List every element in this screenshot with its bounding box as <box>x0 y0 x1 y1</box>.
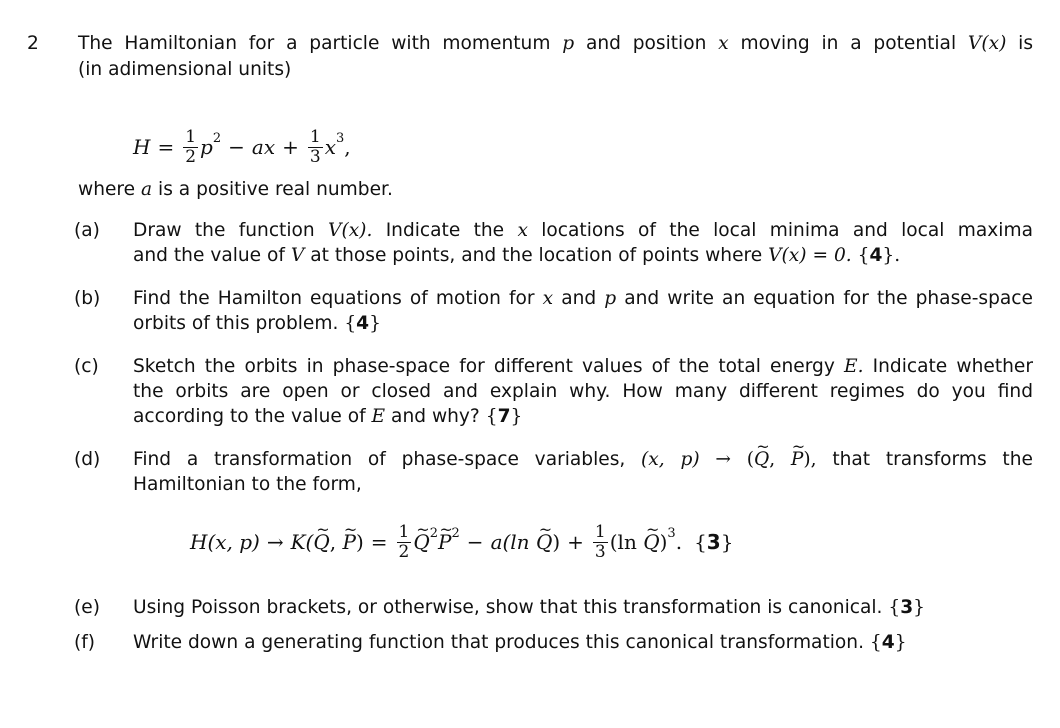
part-d-t3: Hamiltonian to the form, <box>133 474 362 495</box>
part-d-marks-close: } <box>720 529 734 554</box>
eq2-comma: , <box>329 529 337 554</box>
eq2-P2-exp: 2 <box>451 525 460 541</box>
eq2-Q4: ~ Q <box>643 530 659 555</box>
part-a-marks: 4 <box>869 245 883 266</box>
part-f-label: (f) <box>74 632 96 653</box>
eq2-minus: − <box>466 529 484 554</box>
hamiltonian-equation <box>133 122 351 172</box>
part-d-t1: Find a transformation of phase-space variables, <box>133 449 626 470</box>
part-b-t4: orbits of this problem. <box>133 313 339 334</box>
part-d-marks-open: { <box>694 529 707 554</box>
part-b-marks-close: } <box>369 313 381 334</box>
part-e-text <box>133 595 1033 620</box>
eq2-frac1-den: 2 <box>398 541 410 562</box>
where-line <box>78 177 1033 202</box>
eq2-P2: ~ P <box>438 530 451 555</box>
eq2-equals: = <box>370 529 388 554</box>
eq2-P: ~ P <box>342 530 355 555</box>
part-a-marks-open: { <box>857 245 870 266</box>
eq2-ln-open: (ln <box>609 529 637 554</box>
part-b-t2: and <box>561 288 597 309</box>
part-d-label: (d) <box>74 449 101 470</box>
math-p: p <box>562 33 575 54</box>
part-d-Q: ~ Q <box>754 447 769 472</box>
eq1-plus: + <box>282 134 299 159</box>
part-f-text <box>133 630 1033 655</box>
part-b-t1: Find the Hamilton equations of motion for <box>133 288 535 309</box>
math-a: a <box>141 179 153 200</box>
eq2-frac-half <box>397 523 412 562</box>
part-d-marks: 3 <box>706 529 721 554</box>
intro-text-3: moving in a potential <box>740 33 957 54</box>
eq1-frac1-num: 1 <box>185 126 197 147</box>
part-d-text <box>133 447 1033 497</box>
part-e-marks-open: { <box>888 597 901 618</box>
intro-text-4: is <box>1018 33 1034 54</box>
where-text-1: where <box>78 179 136 200</box>
part-a-text <box>133 218 1033 268</box>
part-e-t1: Using Poisson brackets, or otherwise, show that this transformation is canonical. <box>133 597 883 618</box>
eq1-lhs: H <box>133 134 151 159</box>
eq2-close: ) <box>355 529 364 554</box>
part-b-p: p <box>604 288 617 309</box>
part-a-x: x <box>517 220 528 241</box>
intro-text-2: and position <box>585 33 707 54</box>
part-d-comma: , <box>769 449 776 470</box>
eq1-ax: ax <box>251 134 276 159</box>
part-c-E2: E <box>371 406 386 427</box>
eq1-p: p <box>200 134 213 159</box>
eq2-frac2-den: 3 <box>594 541 606 562</box>
part-c-t2: Indicate whether <box>872 356 1033 377</box>
eq2-period: . <box>675 529 683 554</box>
part-c-t5: and why? <box>391 406 480 427</box>
math-Vx: V(x) <box>967 33 1007 54</box>
question-number: 2 <box>27 33 39 54</box>
eq1-frac2-den: 3 <box>309 146 321 167</box>
eq1-x: x <box>324 134 336 159</box>
part-f-t1: Write down a generating function that produces this canonical transformation. <box>133 632 864 653</box>
part-c-t1: Sketch the orbits in phase-space for different values of the total energy <box>133 356 835 377</box>
part-f-marks: 4 <box>881 632 895 653</box>
part-a-t4: and the value of <box>133 245 285 266</box>
eq2-frac2-num: 1 <box>594 521 606 542</box>
part-d-P: ~ P <box>791 447 804 472</box>
eq2-ln-exp: 3 <box>667 525 676 541</box>
eq1-comma: , <box>344 134 351 159</box>
part-c-marks-close: } <box>510 406 523 427</box>
part-d-arrow: → <box>715 449 731 470</box>
eq2-K: K( <box>290 529 314 554</box>
eq1-frac-third <box>308 128 323 167</box>
eq2-close2: ) <box>552 529 561 554</box>
eq2-Q2-exp: 2 <box>429 525 439 541</box>
eq2-Q2: ~ Q <box>413 530 429 555</box>
part-a-t3: locations of the local minima and local maxima <box>541 220 1033 241</box>
part-f-marks-open: { <box>869 632 882 653</box>
eq2-plus: + <box>567 529 584 554</box>
part-a-Vx: V(x). <box>328 220 373 241</box>
eq2-Q: ~ Q <box>313 530 329 555</box>
part-c-marks-open: { <box>485 406 498 427</box>
part-a-V: V <box>290 245 305 266</box>
eq1-frac2-num: 1 <box>309 126 321 147</box>
part-b-t3: and write an equation for the phase-space <box>624 288 1033 309</box>
part-e-marks: 3 <box>900 597 914 618</box>
eq1-minus: − <box>228 134 245 159</box>
part-a-Vx-zero: V(x) = 0. <box>768 245 852 266</box>
part-b-label: (b) <box>74 288 101 309</box>
part-b-marks: 4 <box>356 313 370 334</box>
part-c-t3: the orbits are open or closed and explain why. How many different regimes do you find <box>133 381 1033 402</box>
eq1-p-exp: 2 <box>212 130 222 146</box>
eq1-frac1-den: 2 <box>185 146 197 167</box>
eq2-frac-third <box>593 523 608 562</box>
where-text-2: is a positive real number. <box>158 179 393 200</box>
eq2-arrow: → <box>266 529 284 554</box>
part-b-text <box>133 286 1033 336</box>
part-c-t4: according to the value of <box>133 406 366 427</box>
math-x: x <box>718 33 729 54</box>
eq1-x-exp: 3 <box>335 130 345 146</box>
part-b-x: x <box>542 288 554 309</box>
part-c-marks: 7 <box>497 406 511 427</box>
eq2-a-ln: a(ln <box>490 529 530 554</box>
part-a-t5: at those points, and the location of points where <box>310 245 763 266</box>
eq2-ln-close: ) <box>659 529 668 554</box>
eq1-frac-half <box>183 128 198 167</box>
part-a-t2: Indicate the <box>385 220 505 241</box>
eq2-frac1-num: 1 <box>398 521 410 542</box>
part-d-qp-open: ( <box>746 449 754 470</box>
part-d-xp: (x, p) <box>641 449 700 470</box>
part-f-marks-close: } <box>894 632 907 653</box>
intro-text-1: The Hamiltonian for a particle with momentum <box>78 33 551 54</box>
part-c-E: E. <box>844 356 864 377</box>
eq1-equals: = <box>157 134 175 159</box>
part-b-marks-open: { <box>344 313 357 334</box>
part-e-marks-close: } <box>913 597 925 618</box>
part-a-label: (a) <box>74 220 100 241</box>
part-c-text <box>133 354 1033 429</box>
question-intro-line1 <box>78 31 1033 56</box>
eq2-Q3: ~ Q <box>536 530 552 555</box>
eq2-lhs: H(x, p) <box>190 529 260 554</box>
part-c-label: (c) <box>74 356 99 377</box>
part-a-marks-close: }. <box>882 245 901 266</box>
part-d-t2: that transforms the <box>832 449 1033 470</box>
part-d-qp-close: ), <box>803 449 817 470</box>
question-intro-line2: (in adimensional units) <box>78 59 292 80</box>
transformed-hamiltonian-equation <box>190 517 733 567</box>
part-a-t1: Draw the function <box>133 220 315 241</box>
part-e-label: (e) <box>74 597 100 618</box>
